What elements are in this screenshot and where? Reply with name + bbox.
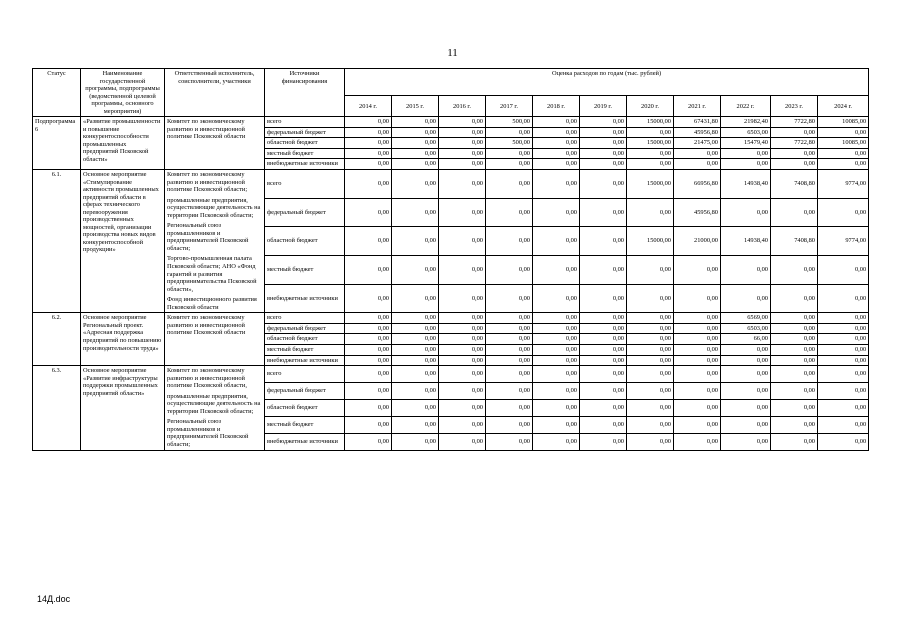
amount-cell: 0,00 xyxy=(818,334,869,345)
amount-cell: 0,00 xyxy=(392,433,439,450)
amount-cell: 0,00 xyxy=(392,255,439,284)
amount-cell: 0,00 xyxy=(345,416,392,433)
year-header: 2022 г. xyxy=(721,96,771,117)
funding-source: внебюджетные источники xyxy=(265,433,345,450)
amount-cell: 0,00 xyxy=(674,284,721,313)
table-header xyxy=(33,69,869,117)
amount-cell: 0,00 xyxy=(533,138,580,149)
table-row xyxy=(33,366,869,383)
amount-cell: 0,00 xyxy=(439,148,486,159)
amount-cell: 0,00 xyxy=(771,148,818,159)
amount-cell: 7408,80 xyxy=(771,227,818,256)
funding-source: федеральный бюджет xyxy=(265,127,345,138)
executor-paragraph: Региональный союз промышленников и предпринимателей Псковской области; xyxy=(167,222,249,252)
amount-cell: 0,00 xyxy=(439,416,486,433)
amount-cell: 0,00 xyxy=(345,148,392,159)
funding-source: местный бюджет xyxy=(265,255,345,284)
amount-cell: 0,00 xyxy=(580,117,627,128)
funding-source: областной бюджет xyxy=(265,138,345,149)
amount-cell: 0,00 xyxy=(771,255,818,284)
amount-cell: 0,00 xyxy=(818,127,869,138)
amount-cell: 0,00 xyxy=(439,334,486,345)
amount-cell: 15000,00 xyxy=(627,170,674,199)
year-header: 2020 г. xyxy=(627,96,674,117)
amount-cell: 0,00 xyxy=(818,399,869,416)
amount-cell: 0,00 xyxy=(439,138,486,149)
amount-cell: 0,00 xyxy=(818,416,869,433)
header-estimate: Оценка расходов по годам (тыс. рублей) xyxy=(345,69,869,96)
amount-cell: 0,00 xyxy=(486,366,533,383)
amount-cell: 0,00 xyxy=(818,323,869,334)
amount-cell: 500,00 xyxy=(486,138,533,149)
amount-cell: 9774,00 xyxy=(818,227,869,256)
year-header: 2015 г. xyxy=(392,96,439,117)
amount-cell: 0,00 xyxy=(392,159,439,170)
amount-cell: 7722,80 xyxy=(771,117,818,128)
amount-cell: 0,00 xyxy=(439,433,486,450)
amount-cell: 0,00 xyxy=(392,170,439,199)
year-header: 2014 г. xyxy=(345,96,392,117)
amount-cell: 0,00 xyxy=(439,198,486,227)
funding-source: всего xyxy=(265,117,345,128)
amount-cell: 0,00 xyxy=(533,159,580,170)
executor-paragraph: Комитет по экономическому развитию и инвестиционной политике Псковской области; xyxy=(167,171,248,194)
amount-cell: 0,00 xyxy=(818,159,869,170)
amount-cell: 0,00 xyxy=(533,148,580,159)
amount-cell: 21982,40 xyxy=(721,117,771,128)
amount-cell: 21000,00 xyxy=(674,227,721,256)
amount-cell: 0,00 xyxy=(818,433,869,450)
amount-cell: 0,00 xyxy=(627,334,674,345)
amount-cell: 0,00 xyxy=(771,159,818,170)
amount-cell: 0,00 xyxy=(771,399,818,416)
amount-cell: 0,00 xyxy=(439,117,486,128)
amount-cell: 0,00 xyxy=(486,170,533,199)
amount-cell: 10085,00 xyxy=(818,138,869,149)
amount-cell: 0,00 xyxy=(533,344,580,355)
table-row xyxy=(33,313,869,324)
amount-cell: 21475,00 xyxy=(674,138,721,149)
amount-cell: 0,00 xyxy=(392,355,439,366)
amount-cell: 45956,80 xyxy=(674,198,721,227)
amount-cell: 0,00 xyxy=(818,344,869,355)
block-executor xyxy=(165,117,265,170)
amount-cell: 0,00 xyxy=(627,284,674,313)
amount-cell: 0,00 xyxy=(533,284,580,313)
funding-source: всего xyxy=(265,170,345,199)
amount-cell: 0,00 xyxy=(439,382,486,399)
amount-cell: 500,00 xyxy=(486,117,533,128)
amount-cell: 0,00 xyxy=(771,334,818,345)
amount-cell: 6503,00 xyxy=(721,127,771,138)
amount-cell: 0,00 xyxy=(533,127,580,138)
amount-cell: 0,00 xyxy=(439,366,486,383)
amount-cell: 0,00 xyxy=(345,344,392,355)
amount-cell: 0,00 xyxy=(533,355,580,366)
amount-cell: 0,00 xyxy=(627,323,674,334)
amount-cell: 0,00 xyxy=(345,323,392,334)
funding-source: местный бюджет xyxy=(265,344,345,355)
amount-cell: 0,00 xyxy=(818,313,869,324)
amount-cell: 0,00 xyxy=(674,382,721,399)
amount-cell: 0,00 xyxy=(486,198,533,227)
amount-cell: 0,00 xyxy=(818,198,869,227)
amount-cell: 0,00 xyxy=(674,344,721,355)
amount-cell: 0,00 xyxy=(580,382,627,399)
amount-cell: 0,00 xyxy=(533,117,580,128)
amount-cell: 0,00 xyxy=(486,433,533,450)
amount-cell: 0,00 xyxy=(721,382,771,399)
amount-cell: 0,00 xyxy=(721,355,771,366)
amount-cell: 0,00 xyxy=(674,399,721,416)
amount-cell: 0,00 xyxy=(627,382,674,399)
amount-cell: 0,00 xyxy=(486,159,533,170)
amount-cell: 0,00 xyxy=(580,416,627,433)
amount-cell: 0,00 xyxy=(818,284,869,313)
header-status: Статус xyxy=(33,69,81,117)
amount-cell: 0,00 xyxy=(721,344,771,355)
funding-source: всего xyxy=(265,313,345,324)
year-header: 2021 г. xyxy=(674,96,721,117)
amount-cell: 0,00 xyxy=(533,334,580,345)
amount-cell: 0,00 xyxy=(627,198,674,227)
amount-cell: 0,00 xyxy=(771,355,818,366)
year-header: 2018 г. xyxy=(533,96,580,117)
amount-cell: 14938,40 xyxy=(721,170,771,199)
funding-source: местный бюджет xyxy=(265,148,345,159)
amount-cell: 0,00 xyxy=(345,117,392,128)
block-status: Подпрограмма 6 xyxy=(33,117,81,170)
amount-cell: 0,00 xyxy=(486,148,533,159)
amount-cell: 0,00 xyxy=(486,127,533,138)
amount-cell: 0,00 xyxy=(345,433,392,450)
amount-cell: 0,00 xyxy=(345,355,392,366)
funding-source: всего xyxy=(265,366,345,383)
amount-cell: 0,00 xyxy=(439,255,486,284)
amount-cell: 0,00 xyxy=(580,355,627,366)
funding-source: областной бюджет xyxy=(265,227,345,256)
expenditure-table xyxy=(32,68,869,451)
year-header: 2017 г. xyxy=(486,96,533,117)
amount-cell: 7408,80 xyxy=(771,170,818,199)
amount-cell: 0,00 xyxy=(818,366,869,383)
block-status: 6.3. xyxy=(33,366,81,450)
amount-cell: 0,00 xyxy=(392,313,439,324)
amount-cell: 45956,80 xyxy=(674,127,721,138)
executor-paragraph: Комитет по экономическому развитию и инвестиционной политике Псковской области, xyxy=(167,367,247,390)
amount-cell: 0,00 xyxy=(533,399,580,416)
amount-cell: 0,00 xyxy=(721,148,771,159)
amount-cell: 0,00 xyxy=(627,255,674,284)
amount-cell: 0,00 xyxy=(392,366,439,383)
executor-paragraph: Региональный союз промышленников и предпринимателей Псковской области; xyxy=(167,418,249,448)
amount-cell: 66956,80 xyxy=(674,170,721,199)
executor-paragraph: Торгово-промышленная палата Псковской области; АНО «Фонд гарантий и развития предпринимательства Псковской области», xyxy=(167,255,257,293)
amount-cell: 0,00 xyxy=(580,127,627,138)
amount-cell: 0,00 xyxy=(345,138,392,149)
amount-cell: 0,00 xyxy=(533,366,580,383)
amount-cell: 0,00 xyxy=(533,416,580,433)
amount-cell: 0,00 xyxy=(721,159,771,170)
block-name: Основное мероприятие «Стимулирование активности промышленных предприятий области в сферах технического перевооружения производственных мощностей, организации производства новых видов конкурентоспособной продукции» xyxy=(81,170,165,313)
amount-cell: 0,00 xyxy=(818,148,869,159)
amount-cell: 0,00 xyxy=(818,255,869,284)
funding-source: федеральный бюджет xyxy=(265,323,345,334)
funding-source: областной бюджет xyxy=(265,334,345,345)
amount-cell: 9774,00 xyxy=(818,170,869,199)
year-header: 2024 г. xyxy=(818,96,869,117)
amount-cell: 0,00 xyxy=(627,148,674,159)
amount-cell: 0,00 xyxy=(721,433,771,450)
amount-cell: 0,00 xyxy=(580,433,627,450)
block-executor xyxy=(165,366,265,450)
amount-cell: 0,00 xyxy=(345,255,392,284)
amount-cell: 0,00 xyxy=(439,313,486,324)
executor-paragraph: Фонд инвестиционного развития Псковской области xyxy=(167,296,257,311)
amount-cell: 0,00 xyxy=(392,416,439,433)
block-name: Основное мероприятие «Развитие инфраструктуры поддержки промышленных предприятий области» xyxy=(81,366,165,450)
amount-cell: 0,00 xyxy=(627,433,674,450)
amount-cell: 6503,00 xyxy=(721,323,771,334)
year-header: 2023 г. xyxy=(771,96,818,117)
amount-cell: 0,00 xyxy=(439,399,486,416)
amount-cell: 0,00 xyxy=(627,159,674,170)
header-executor: Ответственный исполнитель, соисполнители, участники xyxy=(165,69,265,117)
amount-cell: 0,00 xyxy=(580,284,627,313)
block-name: Основное мероприятие Региональный проект. «Адресная поддержка предприятий по повышению производительности труда» xyxy=(81,313,165,366)
table-body xyxy=(33,117,869,450)
amount-cell: 0,00 xyxy=(580,198,627,227)
amount-cell: 0,00 xyxy=(580,399,627,416)
amount-cell: 0,00 xyxy=(674,323,721,334)
amount-cell: 0,00 xyxy=(439,170,486,199)
amount-cell: 0,00 xyxy=(580,334,627,345)
amount-cell: 0,00 xyxy=(818,355,869,366)
funding-source: внебюджетные источники xyxy=(265,284,345,313)
amount-cell: 0,00 xyxy=(771,198,818,227)
amount-cell: 0,00 xyxy=(627,399,674,416)
amount-cell: 0,00 xyxy=(580,344,627,355)
amount-cell: 0,00 xyxy=(486,227,533,256)
amount-cell: 0,00 xyxy=(674,366,721,383)
funding-source: областной бюджет xyxy=(265,399,345,416)
amount-cell: 0,00 xyxy=(392,198,439,227)
amount-cell: 0,00 xyxy=(674,148,721,159)
amount-cell: 0,00 xyxy=(533,323,580,334)
amount-cell: 0,00 xyxy=(627,127,674,138)
amount-cell: 0,00 xyxy=(580,138,627,149)
amount-cell: 0,00 xyxy=(771,344,818,355)
block-status: 6.2. xyxy=(33,313,81,366)
amount-cell: 0,00 xyxy=(721,255,771,284)
page-number: 11 xyxy=(447,47,458,59)
amount-cell: 0,00 xyxy=(580,148,627,159)
amount-cell: 0,00 xyxy=(771,433,818,450)
amount-cell: 0,00 xyxy=(580,159,627,170)
amount-cell: 14938,40 xyxy=(721,227,771,256)
amount-cell: 0,00 xyxy=(721,366,771,383)
block-status: 6.1. xyxy=(33,170,81,313)
amount-cell: 0,00 xyxy=(627,366,674,383)
amount-cell: 0,00 xyxy=(627,313,674,324)
amount-cell: 0,00 xyxy=(486,382,533,399)
amount-cell: 0,00 xyxy=(533,382,580,399)
amount-cell: 15000,00 xyxy=(627,138,674,149)
amount-cell: 0,00 xyxy=(345,284,392,313)
table-row xyxy=(33,117,869,128)
amount-cell: 0,00 xyxy=(392,399,439,416)
amount-cell: 0,00 xyxy=(486,416,533,433)
amount-cell: 0,00 xyxy=(439,355,486,366)
amount-cell: 0,00 xyxy=(392,148,439,159)
amount-cell: 0,00 xyxy=(818,382,869,399)
amount-cell: 0,00 xyxy=(580,323,627,334)
amount-cell: 0,00 xyxy=(392,334,439,345)
amount-cell: 67431,80 xyxy=(674,117,721,128)
amount-cell: 0,00 xyxy=(674,255,721,284)
amount-cell: 0,00 xyxy=(439,284,486,313)
amount-cell: 0,00 xyxy=(392,323,439,334)
funding-source: внебюджетные источники xyxy=(265,159,345,170)
amount-cell: 15000,00 xyxy=(627,227,674,256)
amount-cell: 0,00 xyxy=(345,127,392,138)
amount-cell: 0,00 xyxy=(345,198,392,227)
funding-source: федеральный бюджет xyxy=(265,198,345,227)
amount-cell: 15479,40 xyxy=(721,138,771,149)
amount-cell: 0,00 xyxy=(392,127,439,138)
amount-cell: 0,00 xyxy=(345,334,392,345)
amount-cell: 0,00 xyxy=(486,355,533,366)
amount-cell: 0,00 xyxy=(392,227,439,256)
amount-cell: 0,00 xyxy=(345,399,392,416)
amount-cell: 0,00 xyxy=(486,334,533,345)
amount-cell: 7722,80 xyxy=(771,138,818,149)
amount-cell: 0,00 xyxy=(486,313,533,324)
amount-cell: 0,00 xyxy=(439,323,486,334)
amount-cell: 6569,00 xyxy=(721,313,771,324)
amount-cell: 0,00 xyxy=(439,344,486,355)
amount-cell: 0,00 xyxy=(345,382,392,399)
amount-cell: 0,00 xyxy=(533,170,580,199)
amount-cell: 15000,00 xyxy=(627,117,674,128)
amount-cell: 0,00 xyxy=(674,355,721,366)
amount-cell: 0,00 xyxy=(439,159,486,170)
header-name: Наименование государственной программы, подпрограммы (ведомственной целевой программы, основного мероприятия) xyxy=(81,69,165,117)
amount-cell: 0,00 xyxy=(674,433,721,450)
funding-source: федеральный бюджет xyxy=(265,382,345,399)
amount-cell: 0,00 xyxy=(486,323,533,334)
amount-cell: 0,00 xyxy=(486,344,533,355)
amount-cell: 0,00 xyxy=(721,416,771,433)
amount-cell: 0,00 xyxy=(580,255,627,284)
amount-cell: 0,00 xyxy=(392,284,439,313)
amount-cell: 0,00 xyxy=(771,323,818,334)
year-header: 2016 г. xyxy=(439,96,486,117)
amount-cell: 0,00 xyxy=(486,284,533,313)
executor-paragraph: Комитет по экономическому развитию и инвестиционной политике Псковской области xyxy=(167,118,246,141)
amount-cell: 0,00 xyxy=(771,382,818,399)
amount-cell: 0,00 xyxy=(580,366,627,383)
amount-cell: 0,00 xyxy=(721,399,771,416)
amount-cell: 0,00 xyxy=(627,355,674,366)
amount-cell: 0,00 xyxy=(771,284,818,313)
block-executor xyxy=(165,170,265,313)
amount-cell: 0,00 xyxy=(345,313,392,324)
amount-cell: 0,00 xyxy=(392,138,439,149)
amount-cell: 0,00 xyxy=(627,416,674,433)
amount-cell: 0,00 xyxy=(533,227,580,256)
block-executor xyxy=(165,313,265,366)
amount-cell: 0,00 xyxy=(345,227,392,256)
amount-cell: 0,00 xyxy=(392,382,439,399)
table-row xyxy=(33,170,869,199)
amount-cell: 10085,00 xyxy=(818,117,869,128)
amount-cell: 0,00 xyxy=(533,433,580,450)
amount-cell: 0,00 xyxy=(533,198,580,227)
amount-cell: 0,00 xyxy=(627,344,674,355)
amount-cell: 0,00 xyxy=(439,127,486,138)
amount-cell: 0,00 xyxy=(771,416,818,433)
amount-cell: 0,00 xyxy=(392,117,439,128)
amount-cell: 0,00 xyxy=(674,416,721,433)
amount-cell: 0,00 xyxy=(721,198,771,227)
amount-cell: 0,00 xyxy=(580,227,627,256)
year-header: 2019 г. xyxy=(580,96,627,117)
funding-source: местный бюджет xyxy=(265,416,345,433)
amount-cell: 0,00 xyxy=(345,366,392,383)
amount-cell: 0,00 xyxy=(345,159,392,170)
amount-cell: 0,00 xyxy=(674,159,721,170)
amount-cell: 0,00 xyxy=(345,170,392,199)
executor-paragraph: промышленные предприятия, осуществляющие деятельность на территории Псковской области; xyxy=(167,196,261,219)
block-name: «Развитие промышленности и повышение конкурентоспособности промышленных предприятий Псковской области» xyxy=(81,117,165,170)
amount-cell: 0,00 xyxy=(771,127,818,138)
amount-cell: 0,00 xyxy=(580,170,627,199)
amount-cell: 0,00 xyxy=(439,227,486,256)
amount-cell: 0,00 xyxy=(486,399,533,416)
amount-cell: 0,00 xyxy=(721,284,771,313)
funding-source: внебюджетные источники xyxy=(265,355,345,366)
amount-cell: 0,00 xyxy=(674,334,721,345)
executor-paragraph: промышленные предприятия, осуществляющие деятельность на территории Псковской области; xyxy=(167,392,261,415)
amount-cell: 0,00 xyxy=(533,313,580,324)
amount-cell: 0,00 xyxy=(771,313,818,324)
amount-cell: 0,00 xyxy=(533,255,580,284)
header-sources: Источники финансирования xyxy=(265,69,345,117)
amount-cell: 0,00 xyxy=(392,344,439,355)
amount-cell: 0,00 xyxy=(674,313,721,324)
amount-cell: 0,00 xyxy=(486,255,533,284)
amount-cell: 0,00 xyxy=(580,313,627,324)
executor-paragraph: Комитет по экономическому развитию и инвестиционной политике Псковской области xyxy=(167,314,246,337)
amount-cell: 66,00 xyxy=(721,334,771,345)
amount-cell: 0,00 xyxy=(771,366,818,383)
footer-filename: 14Д.doc xyxy=(37,594,71,604)
